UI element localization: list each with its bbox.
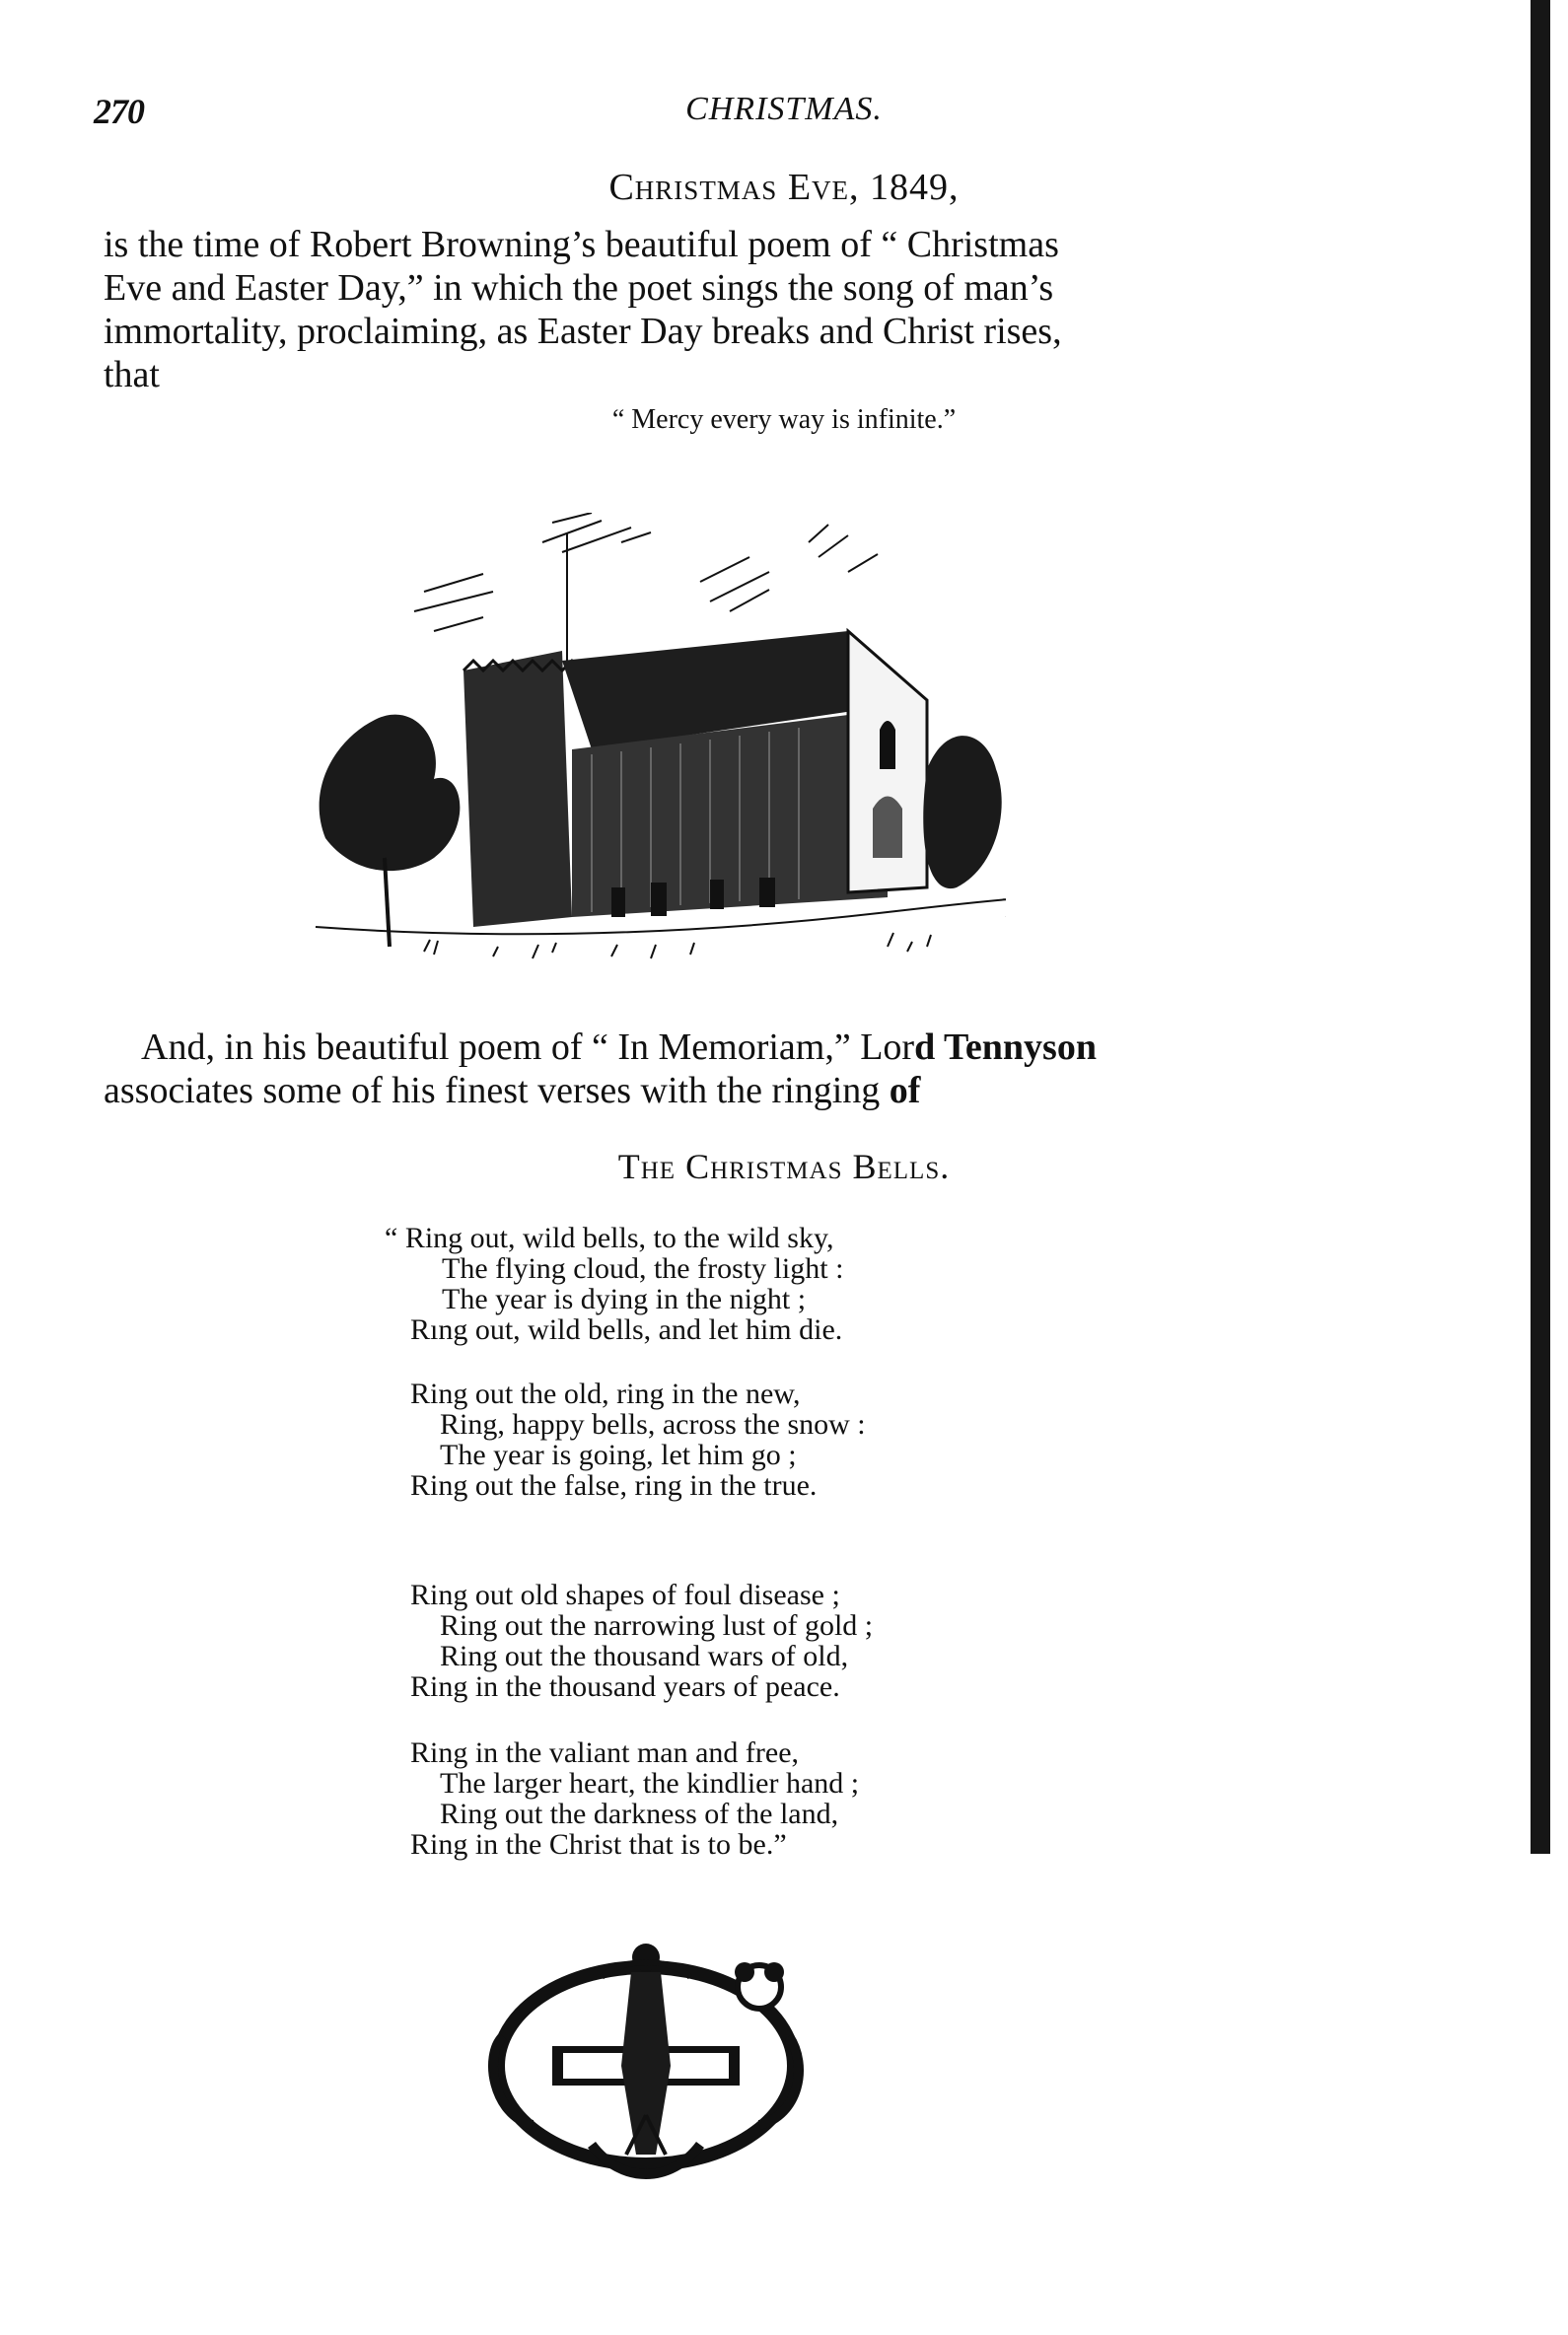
church-engraving-icon (296, 513, 1006, 966)
poem-line: The larger heart, the kindlier hand ; (440, 1767, 860, 1800)
poem-line: The year is dying in the night ; (442, 1283, 807, 1315)
section-heading-christmas-bells: The Christmas Bells. (617, 1147, 951, 1186)
paragraph-line: that (104, 354, 160, 395)
section-heading-christmas-eve: Christmas Eve, 1849, (608, 167, 960, 208)
paragraph-line: is the time of Robert Browning’s beautiful poem of “ Christmas (104, 224, 1059, 265)
browning-quote: “ Mercy every way is infinite.” (611, 404, 957, 435)
paragraph-browning (104, 223, 1238, 396)
text-run-bold: of (889, 1070, 921, 1111)
poem-stanza-2 (410, 1379, 866, 1501)
poem-line: Ring out the false, ring in the true. (410, 1469, 818, 1502)
text-run: And, in his beautiful poem of “ In Memoriam,” Lor (141, 1026, 915, 1068)
knight-ornament-icon (473, 1918, 819, 2194)
poem-stanza-3 (410, 1580, 873, 1702)
poem-line: Ring in the Christ that is to be.” (410, 1828, 787, 1861)
paragraph-line (104, 1069, 1238, 1112)
poem-line: Rıng out, wild bells, and let him die. (410, 1313, 843, 1346)
page-number: 270 (94, 92, 144, 131)
poem-line: Ring out the darkness of the land, (440, 1798, 839, 1830)
poem-stanza-1 (385, 1223, 843, 1345)
poem-line: “ Ring out, wild bells, to the wild sky, (385, 1222, 834, 1254)
paragraph-line: Eve and Easter Day,” in which the poet sings the song of man’s (104, 267, 1054, 309)
poem-line: Ring in the valiant man and free, (410, 1736, 800, 1769)
poem-line: Ring out the old, ring in the new, (410, 1378, 801, 1410)
text-run: associates some of his finest verses with the ringing (104, 1070, 890, 1111)
poem-line: Ring out the narrowing lust of gold ; (440, 1609, 874, 1642)
paragraph-line: immortality, proclaiming, as Easter Day breaks and Christ rises, (104, 311, 1062, 352)
poem-line: The year is going, let him go ; (440, 1439, 797, 1471)
poem-line: The flying cloud, the frosty light : (442, 1252, 844, 1285)
paragraph-line (104, 1026, 1238, 1069)
running-head: CHRISTMAS. (685, 91, 883, 127)
poem-stanza-4 (410, 1737, 859, 1860)
poem-line: Ring out old shapes of foul disease ; (410, 1579, 840, 1611)
text-run-bold: d Tennyson (914, 1026, 1097, 1068)
poem-line: Ring in the thousand years of peace. (410, 1670, 840, 1703)
binding-edge (1531, 0, 1550, 1854)
paragraph-tennyson (104, 1026, 1238, 1112)
poem-line: Ring out the thousand wars of old, (440, 1640, 849, 1672)
poem-line: Ring, happy bells, across the snow : (440, 1408, 866, 1441)
